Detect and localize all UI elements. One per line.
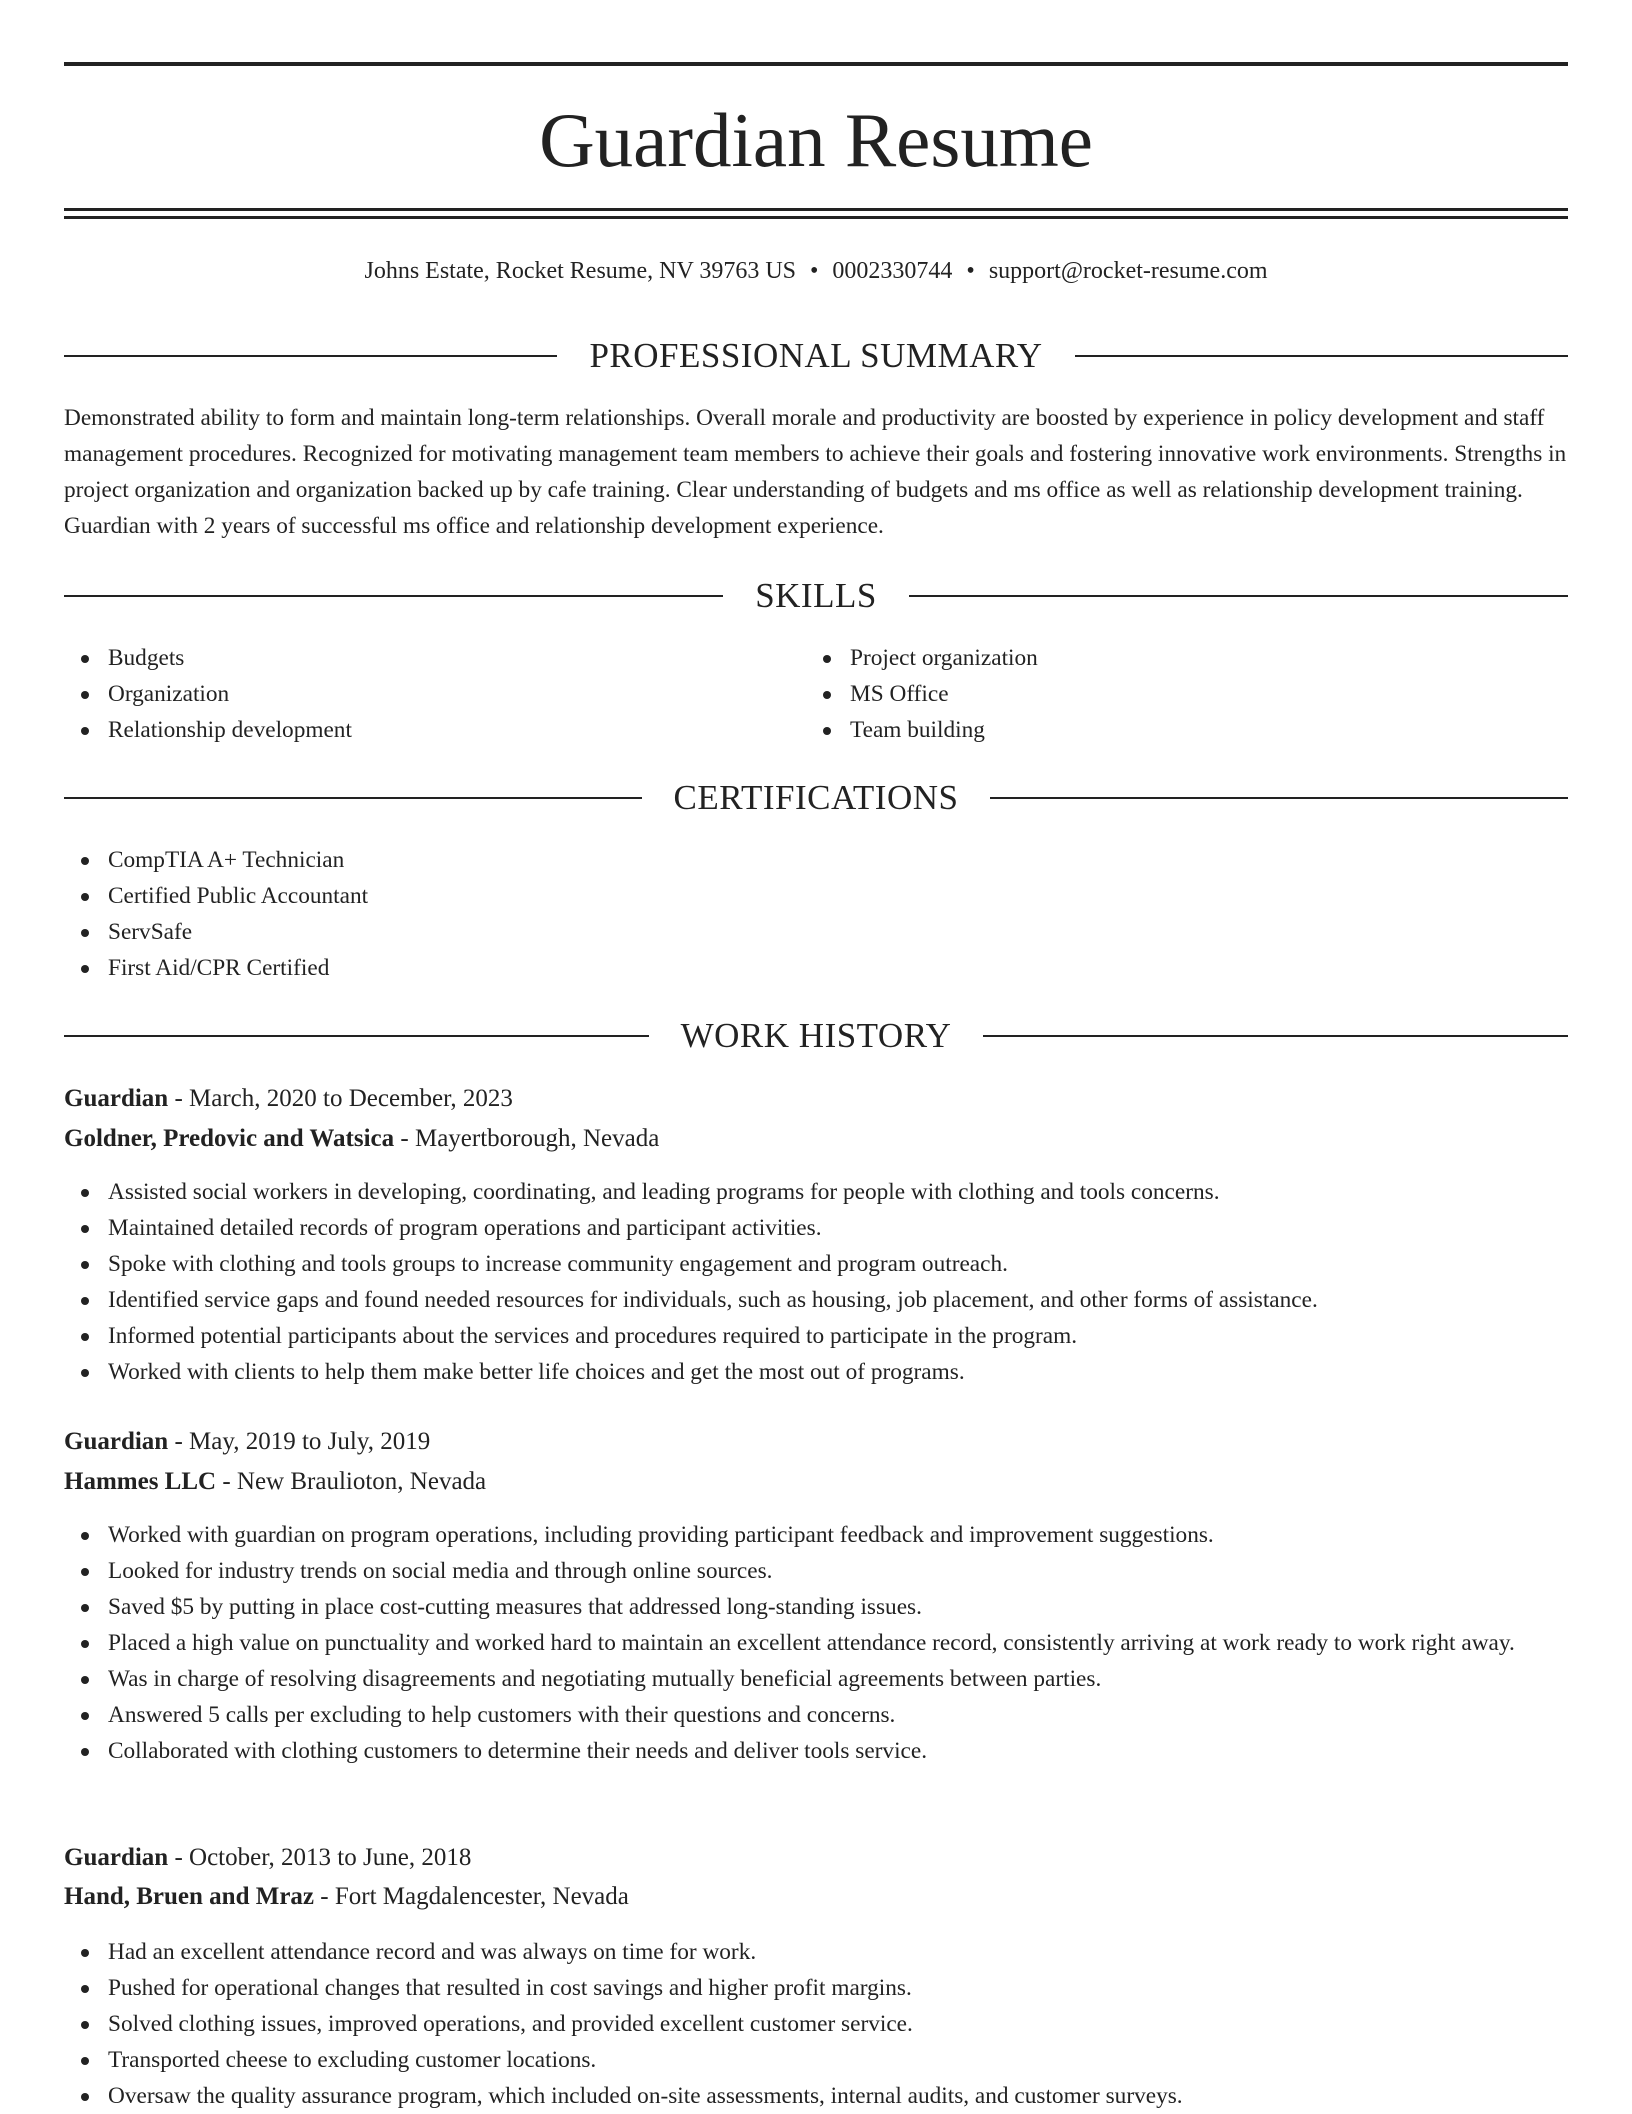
heading-rule bbox=[64, 797, 642, 799]
job-bullet: Worked with guardian on program operations, including providing participant feedback and improvement suggestions. bbox=[64, 1517, 1568, 1553]
work-history-heading bbox=[64, 1016, 1568, 1056]
job-location: - Mayertborough, Nevada bbox=[394, 1125, 660, 1152]
heading-rule bbox=[990, 797, 1568, 799]
job-bullet: Maintained detailed records of program operations and participant activities. bbox=[64, 1210, 1568, 1246]
skill-item: Team building bbox=[806, 712, 1506, 748]
job-company: Goldner, Predovic and Watsica bbox=[64, 1125, 395, 1152]
summary-heading bbox=[64, 336, 1568, 376]
skills-list-left bbox=[64, 640, 764, 748]
heading-rule bbox=[983, 1035, 1568, 1037]
skill-item: Budgets bbox=[64, 640, 764, 676]
job-dates: - March, 2020 to December, 2023 bbox=[168, 1085, 513, 1112]
certification-item: CompTIA A+ Technician bbox=[64, 842, 1568, 878]
job-role: Guardian bbox=[64, 1085, 169, 1112]
job-bullets bbox=[64, 1934, 1568, 2114]
job-bullet: Saved $5 by putting in place cost-cutting measures that addressed long-standing issues. bbox=[64, 1589, 1568, 1625]
heading-rule bbox=[64, 1035, 649, 1037]
job-bullet: Collaborated with clothing customers to determine their needs and deliver tools service. bbox=[64, 1733, 1568, 1769]
job-bullets bbox=[64, 1517, 1568, 1769]
certification-item: Certified Public Accountant bbox=[64, 878, 1568, 914]
job-company: Hammes LLC bbox=[64, 1468, 217, 1495]
job-bullet: Transported cheese to excluding customer locations. bbox=[64, 2042, 1568, 2078]
job-bullet: Was in charge of resolving disagreements and negotiating mutually beneficial agreements between parties. bbox=[64, 1661, 1568, 1697]
skill-item: Relationship development bbox=[64, 712, 764, 748]
job-bullet: Identified service gaps and found needed resources for individuals, such as housing, job placement, and other forms of assistance. bbox=[64, 1282, 1568, 1318]
job-bullet: Assisted social workers in developing, coordinating, and leading programs for people with clothing and tools concerns. bbox=[64, 1174, 1568, 1210]
skill-item: MS Office bbox=[806, 676, 1506, 712]
job-bullets bbox=[64, 1174, 1568, 1390]
job-role-line bbox=[64, 1841, 1568, 1875]
job-dates: - May, 2019 to July, 2019 bbox=[168, 1428, 431, 1455]
job-company-line bbox=[64, 1465, 1568, 1499]
job-bullet: Had an excellent attendance record and was always on time for work. bbox=[64, 1934, 1568, 1970]
resume-title: Guardian Resume bbox=[539, 97, 1093, 183]
job-bullet: Spoke with clothing and tools groups to increase community engagement and program outreach. bbox=[64, 1246, 1568, 1282]
job-company-line bbox=[64, 1880, 1568, 1914]
job-bullet: Informed potential participants about the services and procedures required to participate in the program. bbox=[64, 1318, 1568, 1354]
skill-item: Organization bbox=[64, 676, 764, 712]
contact-separator: • bbox=[966, 258, 975, 284]
certifications-heading-label: CERTIFICATIONS bbox=[673, 778, 959, 817]
job-role-line bbox=[64, 1082, 1568, 1116]
job-dates: - October, 2013 to June, 2018 bbox=[168, 1844, 472, 1871]
job-bullet: Solved clothing issues, improved operations, and provided excellent customer service. bbox=[64, 2006, 1568, 2042]
job-bullet: Looked for industry trends on social media and through online sources. bbox=[64, 1553, 1568, 1589]
heading-rule bbox=[909, 595, 1568, 597]
heading-rule bbox=[64, 355, 557, 357]
title-rule-upper bbox=[64, 208, 1568, 211]
certification-item: ServSafe bbox=[64, 914, 1568, 950]
job-bullet: Placed a high value on punctuality and worked hard to maintain an excellent attendance record, consistently arriving at work ready to work right away. bbox=[64, 1625, 1568, 1661]
job-bullet: Pushed for operational changes that resulted in cost savings and higher profit margins. bbox=[64, 1970, 1568, 2006]
heading-rule bbox=[64, 595, 723, 597]
contact-separator: • bbox=[810, 258, 819, 284]
certification-item: First Aid/CPR Certified bbox=[64, 950, 1568, 986]
job-company: Hand, Bruen and Mraz bbox=[64, 1883, 315, 1910]
skills-heading-label: SKILLS bbox=[755, 576, 877, 615]
top-rule bbox=[64, 62, 1568, 66]
contact-address: Johns Estate, Rocket Resume, NV 39763 US bbox=[364, 258, 797, 284]
certifications-list bbox=[64, 842, 1568, 986]
job-role: Guardian bbox=[64, 1844, 169, 1871]
certifications-heading bbox=[64, 778, 1568, 818]
skill-item: Project organization bbox=[806, 640, 1506, 676]
skills-list-right bbox=[806, 640, 1506, 748]
job-location: - Fort Magdalencester, Nevada bbox=[314, 1883, 629, 1910]
title-rule-lower bbox=[64, 216, 1568, 219]
job-role: Guardian bbox=[64, 1428, 169, 1455]
contact-line bbox=[64, 256, 1568, 286]
job-bullet: Answered 5 calls per excluding to help customers with their questions and concerns. bbox=[64, 1697, 1568, 1733]
job-location: - New Braulioton, Nevada bbox=[216, 1468, 487, 1495]
job-role-line bbox=[64, 1425, 1568, 1459]
skills-heading bbox=[64, 576, 1568, 616]
heading-rule bbox=[1075, 355, 1568, 357]
summary-text: Demonstrated ability to form and maintain long-term relationships. Overall morale and productivity are boosted by experience in policy development and staff management procedures. Recognized for motivating management team members to achieve their goals and fostering innovative work environments. Strengths in project organization and organization backed up by cafe training. Clear understanding of budgets and ms office as well as relationship development training. Guardian with 2 years of successful ms office and relationship development experience. bbox=[64, 405, 1567, 539]
contact-email: support@rocket-resume.com bbox=[988, 258, 1268, 284]
summary-heading-label: PROFESSIONAL SUMMARY bbox=[589, 336, 1043, 375]
work-history-heading-label: WORK HISTORY bbox=[680, 1016, 952, 1055]
job-bullet: Oversaw the quality assurance program, which included on-site assessments, internal audits, and customer surveys. bbox=[64, 2078, 1568, 2114]
job-company-line bbox=[64, 1122, 1568, 1156]
job-bullet: Worked with clients to help them make better life choices and get the most out of programs. bbox=[64, 1354, 1568, 1390]
contact-phone: 0002330744 bbox=[832, 258, 953, 284]
